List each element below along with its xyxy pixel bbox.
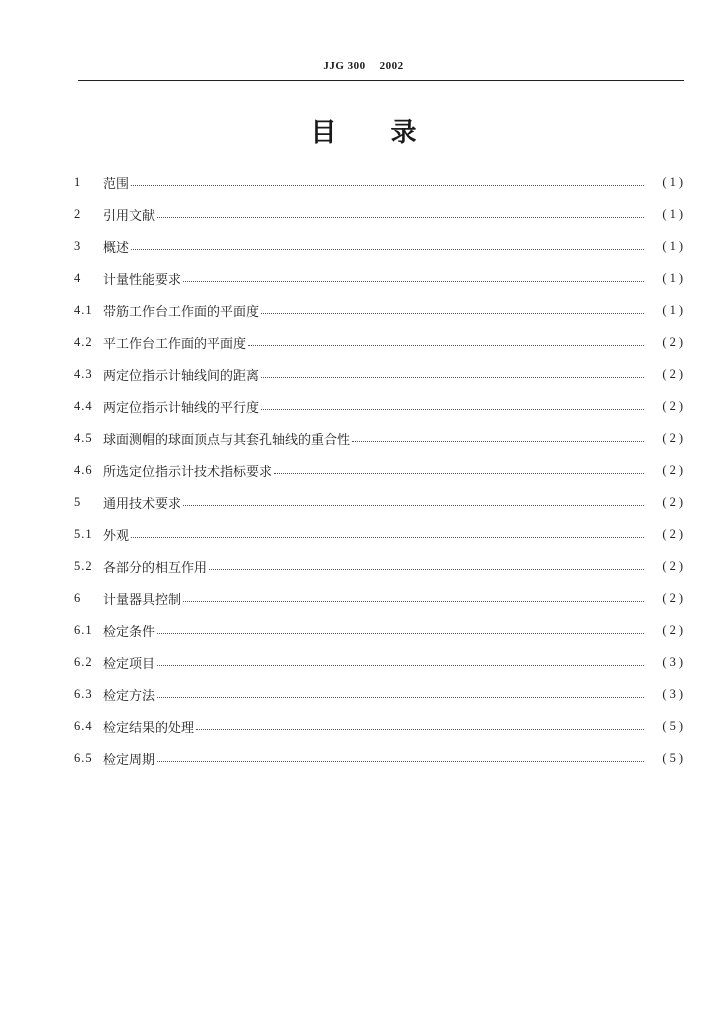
- toc-entry-title: 概述: [103, 240, 130, 256]
- toc-entry-page: (2): [662, 526, 686, 541]
- toc-entry-leader: [131, 185, 644, 186]
- toc-entry-leader: [261, 409, 644, 410]
- toc-entry-number: 4.5: [74, 430, 93, 445]
- toc-entry-page: (2): [662, 334, 686, 349]
- toc-entry-page: (3): [662, 654, 686, 669]
- toc-entry[interactable]: [74, 294, 686, 326]
- standard-code: JJG 300: [323, 60, 366, 72]
- toc-entry-title: 引用文献: [103, 208, 156, 224]
- toc-entry-page: (5): [662, 718, 686, 733]
- header-rule: [78, 80, 684, 81]
- toc-entry-leader: [261, 313, 644, 314]
- toc-entry[interactable]: [74, 550, 686, 582]
- standard-year: 2002: [379, 60, 404, 72]
- toc-entry-leader: [209, 569, 644, 570]
- toc-entry[interactable]: [74, 326, 686, 358]
- toc-entry[interactable]: [74, 678, 686, 710]
- toc-entry-number: 3: [74, 238, 82, 253]
- toc-entry-title: 球面测帽的球面顶点与其套孔轴线的重合性: [103, 432, 351, 448]
- toc-entry-page: (1): [662, 174, 686, 189]
- toc-entry-number: 1: [74, 174, 82, 189]
- toc-entry-number: 6.4: [74, 718, 93, 733]
- toc-entry-leader: [183, 505, 644, 506]
- toc-entry-leader: [183, 281, 644, 282]
- toc-entry-page: (2): [662, 622, 686, 637]
- toc-entry-leader: [274, 473, 644, 474]
- toc-entry-title: 平工作台工作面的平面度: [103, 336, 247, 352]
- toc-entry-title: 计量器具控制: [103, 592, 182, 608]
- toc-entry[interactable]: [74, 614, 686, 646]
- toc-entry-number: 4.2: [74, 334, 93, 349]
- toc-entry-page: (2): [662, 462, 686, 477]
- toc-entry-title: 检定项目: [103, 656, 156, 672]
- toc-entry-number: 5.2: [74, 558, 93, 573]
- toc-entry[interactable]: [74, 646, 686, 678]
- toc-entry-leader: [157, 665, 644, 666]
- toc-entry-leader: [157, 217, 644, 218]
- toc-entry-number: 6: [74, 590, 82, 605]
- toc-entry-leader: [183, 601, 644, 602]
- toc-entry-page: (2): [662, 558, 686, 573]
- toc-entry-leader: [157, 761, 644, 762]
- toc-entry-number: 4: [74, 270, 82, 285]
- toc-entry-page: (1): [662, 270, 686, 285]
- toc-entry-number: 4.1: [74, 302, 93, 317]
- toc-entry-number: 5.1: [74, 526, 93, 541]
- toc-entry-title: 检定方法: [103, 688, 156, 704]
- toc-entry-leader: [248, 345, 644, 346]
- toc-entry-number: 4.6: [74, 462, 93, 477]
- toc-entry-number: 4.4: [74, 398, 93, 413]
- title-char-1: 目: [310, 118, 337, 148]
- toc-entry[interactable]: [74, 710, 686, 742]
- toc-entry[interactable]: [74, 198, 686, 230]
- page-title: [0, 112, 727, 149]
- toc-entry-page: (3): [662, 686, 686, 701]
- toc-entry[interactable]: [74, 742, 686, 774]
- toc-entry[interactable]: [74, 454, 686, 486]
- toc-entry-title: 检定周期: [103, 752, 156, 768]
- toc-entry[interactable]: [74, 390, 686, 422]
- toc-entry-page: (5): [662, 750, 686, 765]
- toc-entry-page: (2): [662, 494, 686, 509]
- toc-entry-title: 通用技术要求: [103, 496, 182, 512]
- toc-entry-leader: [352, 441, 644, 442]
- toc-entry-title: 两定位指示计轴线的平行度: [103, 400, 260, 416]
- toc-entry-title: 各部分的相互作用: [103, 560, 208, 576]
- toc-entry-number: 6.2: [74, 654, 93, 669]
- toc-entry-page: (2): [662, 430, 686, 445]
- running-header: [0, 60, 727, 72]
- toc-entry-leader: [261, 377, 644, 378]
- toc-entry[interactable]: [74, 262, 686, 294]
- toc-entry-number: 6.1: [74, 622, 93, 637]
- toc-entry-number: 5: [74, 494, 82, 509]
- toc-entry-page: (1): [662, 302, 686, 317]
- table-of-contents: [74, 166, 686, 774]
- toc-entry-leader: [157, 697, 644, 698]
- toc-entry-title: 两定位指示计轴线间的距离: [103, 368, 260, 384]
- toc-entry-number: 2: [74, 206, 82, 221]
- toc-entry[interactable]: [74, 422, 686, 454]
- title-char-2: 录: [390, 118, 417, 148]
- toc-entry-title: 检定条件: [103, 624, 156, 640]
- toc-entry-number: 6.3: [74, 686, 93, 701]
- toc-entry-page: (1): [662, 238, 686, 253]
- toc-entry[interactable]: [74, 486, 686, 518]
- toc-entry-page: (2): [662, 398, 686, 413]
- toc-entry-leader: [131, 537, 644, 538]
- toc-entry[interactable]: [74, 166, 686, 198]
- toc-entry-title: 外观: [103, 528, 130, 544]
- toc-entry-number: 6.5: [74, 750, 93, 765]
- toc-entry[interactable]: [74, 358, 686, 390]
- toc-entry[interactable]: [74, 582, 686, 614]
- toc-entry[interactable]: [74, 230, 686, 262]
- toc-entry-page: (2): [662, 366, 686, 381]
- toc-entry-number: 4.3: [74, 366, 93, 381]
- toc-entry-page: (2): [662, 590, 686, 605]
- toc-entry-leader: [196, 729, 644, 730]
- toc-entry-title: 检定结果的处理: [103, 720, 195, 736]
- toc-entry-leader: [157, 633, 644, 634]
- toc-entry-page: (1): [662, 206, 686, 221]
- toc-entry-title: 计量性能要求: [103, 272, 182, 288]
- toc-entry[interactable]: [74, 518, 686, 550]
- toc-entry-title: 所选定位指示计技术指标要求: [103, 464, 273, 480]
- toc-entry-title: 带筋工作台工作面的平面度: [103, 304, 260, 320]
- toc-entry-leader: [131, 249, 644, 250]
- toc-entry-title: 范围: [103, 176, 130, 192]
